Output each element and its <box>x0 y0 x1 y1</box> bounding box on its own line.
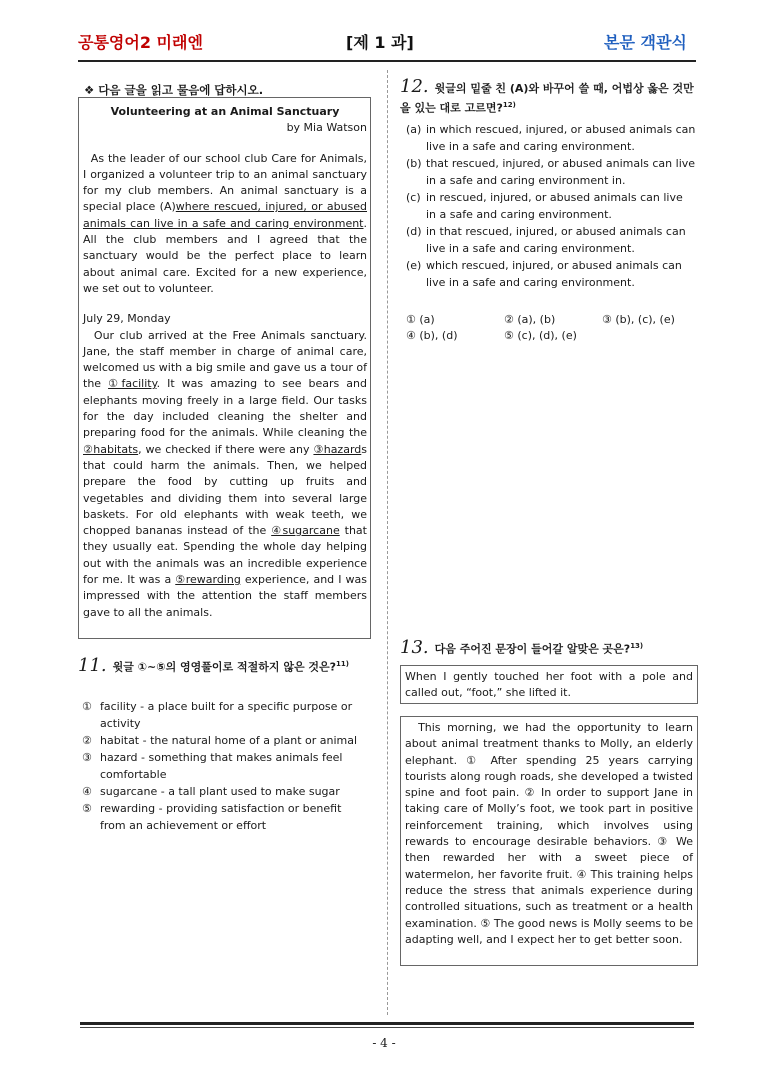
q12-option-a: (a) in which rescued, injured, or abused animals can live in a safe and caring environment. <box>406 123 696 153</box>
q12-choices-row-1 <box>406 313 700 326</box>
question-13: 13. 다음 주어진 문장이 들어갈 알맞은 곳은?$^{13)}$ <box>400 636 644 658</box>
q12-option-c: (c) in rescued, injured, or abused animals can live in a safe and caring environment. <box>406 191 683 221</box>
header-lesson: [제 1 과] <box>346 33 414 52</box>
instruction-text: ❖ 다음 글을 읽고 물음에 답하시오. <box>84 83 264 97</box>
q12-choice-4[interactable]: ④ (b), (d) <box>406 329 458 342</box>
page-number: - 4 - <box>372 1036 396 1050</box>
question-11: 11. 윗글 ①~⑤의 영영풀이로 적절하지 않은 것은?$^{11)}$ <box>78 654 349 676</box>
question-12: 12. 윗글의 밑줄 친 (A)와 바꾸어 쓸 때, 어법상 옳은 것만을 있는 대로 고르면?$^{12)}$ <box>400 76 694 115</box>
question-number: 12. <box>400 76 429 97</box>
q12-option-d: (d) in that rescued, injured, or abused animals can live in a safe and caring environment. <box>406 225 686 255</box>
passage-author: by Mia Watson <box>286 121 367 135</box>
underlined-1: ①facility <box>108 377 157 391</box>
passage-title: Volunteering at an Animal Sanctuary <box>110 105 340 118</box>
reading-passage <box>78 97 371 639</box>
passage-paragraph-2: Our club arrived at the Free Animals sanctuary. Jane, the staff member in charge of animal care, welcomed us with a big smile and gave us a tour of the ①facility. It was amazing to see bears and elephants moving freely in a large field. Our tasks for the day included cleaning the shelter and preparing food for the animals. While cleaning the ②habitats, we checked if there were any ③hazards that could harm the animals. Then, we helped prepare the food by cutting up fruits and vegetables and dividing them into several large baskets. For old elephants with weak teeth, we chopped bananas instead of the ④sugarcane that they usually eat. Spending the whole day helping out with the animals was an incredible experience for me. It was a ⑤rewarding experience, and I was impressed with the attention the staff members gave to all the animals. <box>83 328 368 619</box>
underlined-4: ④sugarcane <box>271 524 340 538</box>
diary-date: July 29, Monday <box>83 312 171 326</box>
q13-passage: This morning, we had the opportunity to learn about animal treatment thanks to Molly, an elderly elephant. ① After spending 25 years carrying tourists along rough roads, she developed a twisted spine and foot pain. ② In order to support Jane in taking care of Molly’s foot, we took part in positive reinforcement training, which involves using rewards to encourage desirable behaviors. ③ We then rewarded her with a sweet piece of watermelon, her favorite fruit. ④ This training helps reduce the stress that animals experience during controlled situations, such as treatment or a health examination. ⑤ The good news is Molly seems to be adapting well, and I expect her to get better soon. <box>400 716 698 966</box>
q13-given-sentence: When I gently touched her foot with a pole and called out, “foot,” she lifted it. <box>400 665 698 704</box>
question-number: 11. <box>78 654 107 676</box>
header-rule <box>78 60 696 62</box>
question-text: 윗글의 밑줄 친 (A)와 바꾸어 쓸 때, 어법상 옳은 것만을 있는 대로 고르면? <box>400 82 694 115</box>
q11-option-4[interactable]: ④ sugarcane - a tall plant used to make sugar <box>82 785 340 798</box>
q11-option-1[interactable]: ① facility - a place built for a specific purpose or activity <box>82 700 353 730</box>
question-text: 윗글 ①~⑤의 영영풀이로 적절하지 않은 것은? <box>112 660 337 674</box>
column-divider <box>387 70 388 1015</box>
q12-option-b: (b) that rescued, injured, or abused animals can live in a safe and caring environment in. <box>406 157 696 187</box>
underlined-2: ②habitats <box>83 442 139 456</box>
footer-rule <box>80 1022 694 1025</box>
underlined-A: where rescued, injured, or abused animals can live in a safe and caring environment <box>83 200 368 230</box>
q12-options <box>406 121 696 291</box>
underlined-3: ③hazard <box>313 442 362 456</box>
q11-option-3[interactable]: ③ hazard - something that makes animals feel comfortable <box>82 751 343 781</box>
passage-paragraph-1: As the leader of our school club Care for Animals, I organized a volunteer trip to an animal sanctuary for my club members. An animal sanctuary is a special place (A)where rescued, injured, or abused animals can live in a safe and caring environment. All the club members and I agreed that the sanctuary would be the perfect place to learn about animal care. Excited for a new experience, we set out to volunteer. <box>83 151 368 295</box>
underlined-5: ⑤rewarding <box>175 573 241 587</box>
header-type: 본문 객관식 <box>604 33 687 52</box>
q12-choice-3[interactable]: ③ (b), (c), (e) <box>602 313 675 326</box>
q12-choice-1[interactable]: ① (a) <box>406 313 435 326</box>
question-text: 다음 주어진 문장이 들어갈 알맞은 곳은? <box>434 642 631 656</box>
q12-choice-2[interactable]: ② (a), (b) <box>504 313 556 326</box>
q11-options <box>82 698 370 834</box>
q12-choices-row-2 <box>406 329 602 342</box>
q11-option-5[interactable]: ⑤ rewarding - providing satisfaction or benefit from an achievement or effort <box>82 802 342 832</box>
q12-option-e: (e) which rescued, injured, or abused animals can live in a safe and caring environment. <box>406 259 682 289</box>
header-subject: 공통영어2 미래엔 <box>78 33 203 52</box>
footer-rule-thin <box>80 1027 694 1028</box>
q11-option-2[interactable]: ② habitat - the natural home of a plant or animal <box>82 734 358 747</box>
q12-choice-5[interactable]: ⑤ (c), (d), (e) <box>504 329 577 342</box>
question-number: 13. <box>400 636 429 658</box>
